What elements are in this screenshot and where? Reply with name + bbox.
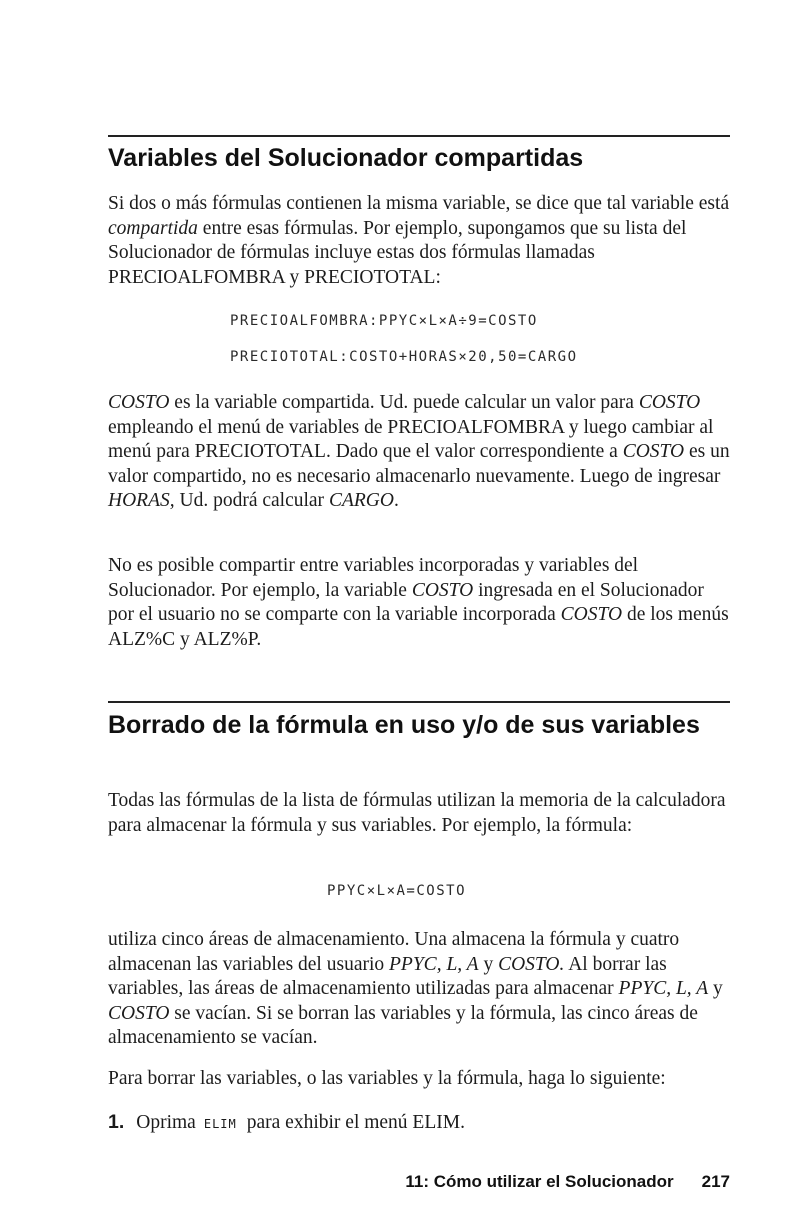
paragraph-how-to-clear: Para borrar las variables, o las variables y la fórmula, haga lo siguiente: bbox=[108, 1068, 666, 1089]
paragraph-shared-intro: Si dos o más fórmulas contienen la misma variable, se dice que tal variable está compartida entre esas fórmulas. Por ejemplo, supongamos que su lista del Solucionador de fórmulas incluye estas dos fórmulas llamadas PRECIOALFOMBRA y PRECIOTOTAL: bbox=[108, 193, 730, 288]
section-rule-2 bbox=[108, 701, 730, 703]
page-footer bbox=[405, 1172, 730, 1192]
formula-ppyc: PPYC×L×A=COSTO bbox=[327, 883, 467, 899]
section-heading-clear-formula: Borrado de la fórmula en uso y/o de sus variables bbox=[108, 711, 700, 739]
paragraph-memory-usage: Todas las fórmulas de la lista de fórmulas utilizan la memoria de la calculadora para almacenar la fórmula y sus variables. Por ejemplo, la fórmula: bbox=[108, 790, 726, 836]
section-rule-1 bbox=[108, 135, 730, 137]
elim-key-label: ELIM bbox=[203, 1117, 237, 1131]
step-text-post: para exhibir el menú ELIM. bbox=[246, 1112, 465, 1133]
section-heading-shared-variables: Variables del Solucionador compartidas bbox=[108, 144, 584, 172]
formula-preciototal: PRECIOTOTAL:COSTO+HORAS×20,50=CARGO bbox=[230, 349, 578, 365]
step-1 bbox=[108, 1110, 730, 1136]
step-text-pre: Oprima bbox=[136, 1112, 196, 1133]
step-number: 1. bbox=[108, 1111, 125, 1133]
paragraph-costo-shared: COSTO es la variable compartida. Ud. puede calcular un valor para COSTO empleando el menú de variables de PRECIOALFOMBRA y luego cambiar al menú para PRECIOTOTAL. Dado que el valor correspondiente a COSTO es un valor compartido, no es necesario almacenarlo nuevamente. Luego de ingresar HORAS, Ud. podrá calcular CARGO. bbox=[108, 392, 730, 511]
page-number: 217 bbox=[701, 1172, 730, 1191]
paragraph-storage-areas: utiliza cinco áreas de almacenamiento. Una almacena la fórmula y cuatro almacenan las variables del usuario PPYC, L, A y COSTO. Al borrar las variables, las áreas de almacenamiento utilizadas para almacenar PPYC, L, A y COSTO se vacían. Si se borran las variables y la fórmula, las cinco áreas de almacenamiento se vacían. bbox=[108, 929, 723, 1048]
paragraph-no-sharing-builtins: No es posible compartir entre variables incorporadas y variables del Solucionador. Por ejemplo, la variable COSTO ingresada en el Solucionador por el usuario no se comparte con la variable incorporada COSTO de los menús ALZ%C y ALZ%P. bbox=[108, 555, 729, 650]
formula-precioalfombra: PRECIOALFOMBRA:PPYC×L×A÷9=COSTO bbox=[230, 313, 538, 329]
footer-chapter-title: 11: Cómo utilizar el Solucionador bbox=[405, 1172, 674, 1191]
